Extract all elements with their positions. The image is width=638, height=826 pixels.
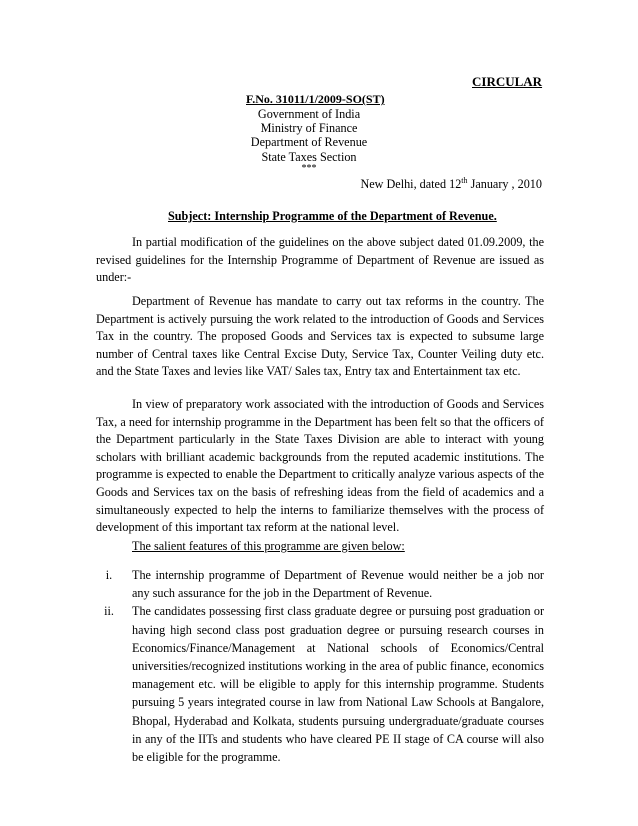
date-rest: January , 2010: [467, 177, 542, 191]
list-item: [96, 602, 544, 766]
subject-line: Subject: Internship Programme of the Department of Revenue.: [168, 209, 497, 223]
date-prefix: New Delhi, dated 12: [360, 177, 462, 191]
list-item: [96, 566, 544, 602]
features-list: [96, 566, 544, 766]
org-line-department: Department of Revenue: [250, 135, 368, 149]
org-line-section: State Taxes Section: [261, 150, 357, 164]
list-item-number: ii.: [104, 604, 114, 619]
paragraph-preparatory: In view of preparatory work associated with the introduction of Goods and Services Tax, a need for internship programme in the Department has been felt so that the officers of the Department particularly in the State Taxes Division are able to interact with young scholars with brilliant academic backgrounds from the reputed academic institutions. The programme is expected to enable the Department to critically analyze various aspects of the Goods and Services tax on the basis of refreshing ideas from the field of academics and a simultaneously expected to help the interns to familiarize themselves with the process of development of this important tax reform at the national level.: [96, 397, 544, 535]
list-item-text: The candidates possessing first class graduate degree or pursuing post graduation or having high second class post graduation degree or pursuing research courses in Economics/Finance/Management at National schools of Economics/Central universities/recognized institutions working in the area of public finance, economics management etc. will be eligible to apply for this internship programme. Students pursuing 5 years integrated course in law from National Law Schools at Bangalore, Bhopal, Hyderabad and Kolkata, students pursuing undergraduate/graduate courses in any of the IITs and students who have cleared PE II stage of CA course will also be eligible for the programme.: [132, 604, 544, 765]
circular-heading: CIRCULAR: [472, 74, 543, 89]
paragraph-modification: In partial modification of the guidelines on the above subject dated 01.09.2009, the revised guidelines for the Internship Programme of Department of Revenue are issued as under:-: [96, 235, 544, 285]
paragraph-mandate: Department of Revenue has mandate to carry out tax reforms in the country. The Department is actively pursuing the work related to the introduction of Goods and Services Tax in the country. The proposed Goods and Services tax is expected to subsume large number of Central taxes like Central Excise Duty, Service Tax, Counter Veiling duty etc. and the State Taxes and levies like VAT/ Sales tax, Entry tax and Entertainment tax etc.: [96, 294, 544, 379]
salient-features-heading: The salient features of this programme are given below:: [132, 539, 405, 553]
date-suffix: th: [461, 175, 468, 185]
separator-stars: ***: [301, 163, 317, 174]
org-line-government: Government of India: [257, 107, 361, 121]
date-line: [360, 175, 542, 191]
list-item-text: The internship programme of Department of Revenue would neither be a job nor any such assurance for the job in the Department of Revenue.: [132, 568, 544, 601]
org-line-ministry: Ministry of Finance: [260, 121, 358, 135]
file-number: F.No. 31011/1/2009-SO(ST): [246, 92, 385, 106]
list-item-number: i.: [105, 568, 113, 582]
